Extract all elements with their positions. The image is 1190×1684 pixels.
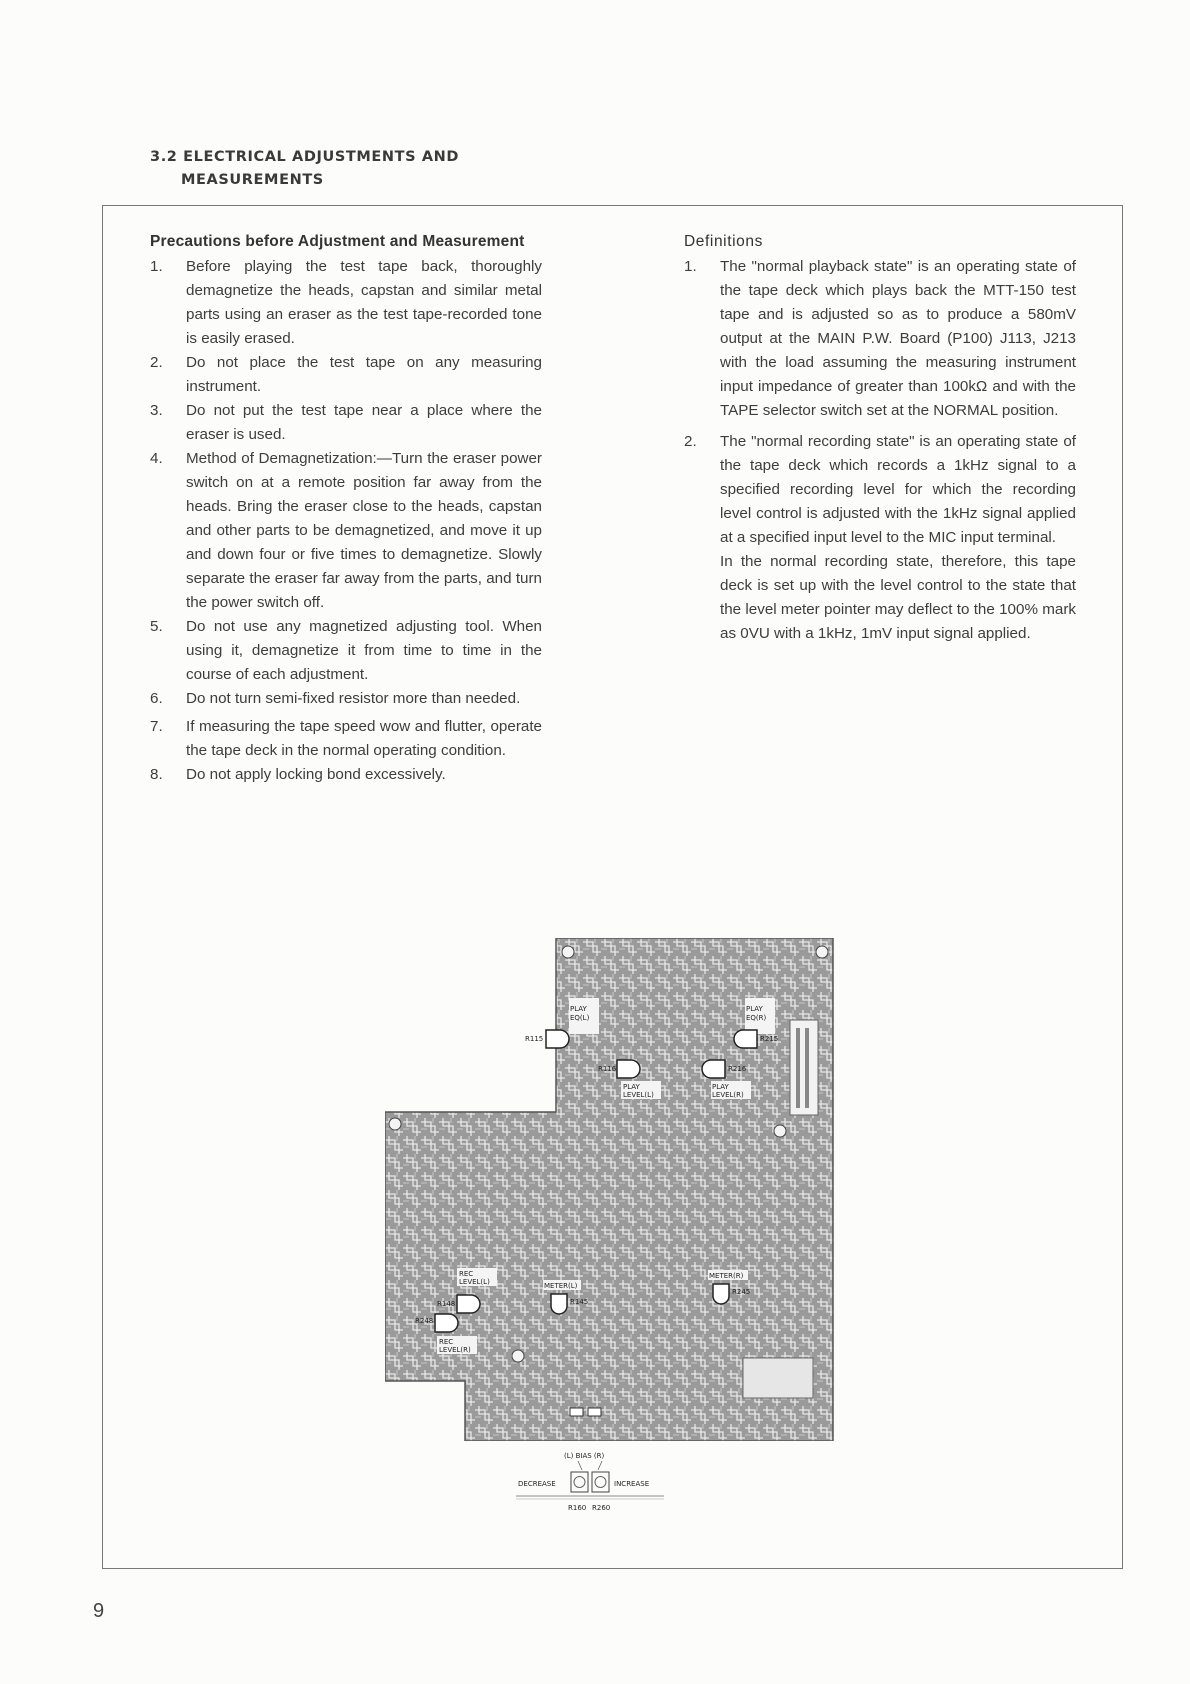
label-play-level-l-2: LEVEL(L) <box>623 1091 654 1099</box>
trimmer-r216 <box>702 1060 725 1078</box>
definitions-heading: Definitions <box>684 233 763 250</box>
precaution-item <box>150 399 542 447</box>
label-play-level-l-1: PLAY <box>623 1083 640 1091</box>
precaution-item <box>150 447 542 615</box>
item-number: 3. <box>150 402 163 419</box>
item-number: 4. <box>150 450 163 467</box>
precaution-item <box>150 255 542 351</box>
item-number: 1. <box>684 258 697 275</box>
item-number: 5. <box>150 618 163 635</box>
item-number: 7. <box>150 718 163 735</box>
item-number: 2. <box>684 433 697 450</box>
label-r245: R245 <box>732 1288 751 1296</box>
label-play-eq-l-1: PLAY <box>570 1005 587 1013</box>
item-number: 6. <box>150 690 163 707</box>
label-rec-level-r-2: LEVEL(R) <box>439 1346 471 1354</box>
label-r215: R215 <box>760 1035 779 1043</box>
item-text: Do not place the test tape on any measuring instrument. <box>186 354 542 395</box>
bias-title: (L) BIAS (R) <box>564 1452 605 1460</box>
definitions-column <box>684 230 1076 653</box>
label-r116: R116 <box>598 1065 617 1073</box>
board-connector-bottom <box>743 1358 813 1398</box>
label-rec-level-l-2: LEVEL(L) <box>459 1278 490 1286</box>
precaution-item <box>150 615 542 687</box>
mounting-hole <box>562 946 574 958</box>
item-text: Do not put the test tape near a place where the eraser is used. <box>186 402 542 443</box>
bias-trimmer-pad <box>570 1408 583 1416</box>
trimmer-r215 <box>734 1030 757 1048</box>
precautions-heading: Precautions before Adjustment and Measurement <box>150 233 525 250</box>
precaution-item <box>150 763 542 787</box>
section-title <box>150 146 459 192</box>
item-text: Do not apply locking bond excessively. <box>186 766 446 783</box>
mounting-hole <box>774 1125 786 1137</box>
label-r115: R115 <box>525 1035 544 1043</box>
precautions-list <box>150 255 542 787</box>
trimmer-r145 <box>551 1294 567 1314</box>
bias-r160: R160 <box>568 1504 587 1512</box>
page-number: 9 <box>93 1600 105 1622</box>
item-text: The "normal recording state" is an operating state of the tape deck which records a 1kHz signal to a specified recording level for which the recording level control is adjusted with the 1kHz signal applied at a specified input level to the MIC input terminal. <box>720 433 1076 546</box>
label-play-eq-l-2: EQ(L) <box>570 1014 590 1022</box>
definition-item <box>684 430 1076 646</box>
bias-increase-label: INCREASE <box>614 1480 650 1488</box>
mounting-hole <box>512 1350 524 1362</box>
trimmer-r116 <box>617 1060 640 1078</box>
trimmer-r115 <box>546 1030 569 1048</box>
label-play-eq-r-2: EQ(R) <box>746 1014 767 1022</box>
label-r145: R145 <box>570 1298 589 1306</box>
section-title-line2: MEASUREMENTS <box>181 172 324 188</box>
pc-board-diagram <box>385 938 835 1441</box>
precautions-column <box>150 230 542 787</box>
label-rec-level-r-1: REC <box>439 1338 454 1346</box>
label-rec-level-l-1: REC <box>459 1270 474 1278</box>
item-number: 2. <box>150 354 163 371</box>
label-r216: R216 <box>728 1065 747 1073</box>
label-meter-l: METER(L) <box>544 1282 578 1290</box>
definition-item <box>684 255 1076 423</box>
item-number: 8. <box>150 766 163 783</box>
bias-trimmer-pad <box>588 1408 601 1416</box>
item-text: If measuring the tape speed wow and flutter, operate the tape deck in the normal operating condition. <box>186 718 542 759</box>
item-text: Before playing the test tape back, thoroughly demagnetize the heads, capstan and similar metal parts using an eraser as the test tape-recorded tone is easily erased. <box>186 258 542 347</box>
label-meter-r: METER(R) <box>709 1272 744 1280</box>
bias-legend <box>516 1450 666 1516</box>
mounting-hole <box>816 946 828 958</box>
trimmer-r248 <box>435 1314 458 1332</box>
section-title-line1: 3.2 ELECTRICAL ADJUSTMENTS AND <box>150 149 460 165</box>
trimmer-r245 <box>713 1284 729 1304</box>
item-text: Method of Demagnetization:—Turn the eraser power switch on at a remote position far away from the heads. Bring the eraser close to the heads, capstan and other parts to be demagnetized, and move it up and down four or five times to demagnetize. Slowly separate the eraser far away from the parts, and turn the power switch off. <box>186 450 542 611</box>
item-text: Do not turn semi-fixed resistor more than needed. <box>186 690 521 707</box>
precaution-item <box>150 687 542 711</box>
label-play-level-r-2: LEVEL(R) <box>712 1091 744 1099</box>
label-r248: R248 <box>415 1317 434 1325</box>
item-text: Do not use any magnetized adjusting tool. When using it, demagnetize it from time to time in the course of each adjustment. <box>186 618 542 683</box>
mounting-hole <box>389 1118 401 1130</box>
bias-decrease-label: DECREASE <box>518 1480 556 1488</box>
precaution-item <box>150 351 542 399</box>
label-play-level-r-1: PLAY <box>712 1083 729 1091</box>
label-r148: R148 <box>437 1300 456 1308</box>
item-text: The "normal playback state" is an operating state of the tape deck which plays back the MTT-150 test tape and is adjusted so as to produce a 580mV output at the MAIN P.W. Board (P100) J113, J213 with the load assuming the measuring instrument input impedance of greater than 100kΩ and with the TAPE selector switch set at the NORMAL position. <box>720 258 1076 419</box>
board-connector <box>790 1020 818 1115</box>
bias-r260: R260 <box>592 1504 611 1512</box>
label-play-eq-r-1: PLAY <box>746 1005 763 1013</box>
item-number: 1. <box>150 258 163 275</box>
precaution-item <box>150 715 542 763</box>
item-text-continued: In the normal recording state, therefore, this tape deck is set up with the level control to the state that the level meter pointer may deflect to the 100% mark as 0VU with a 1kHz, 1mV input signal applied. <box>720 553 1076 642</box>
trimmer-r148 <box>457 1295 480 1313</box>
definitions-list <box>684 255 1076 646</box>
